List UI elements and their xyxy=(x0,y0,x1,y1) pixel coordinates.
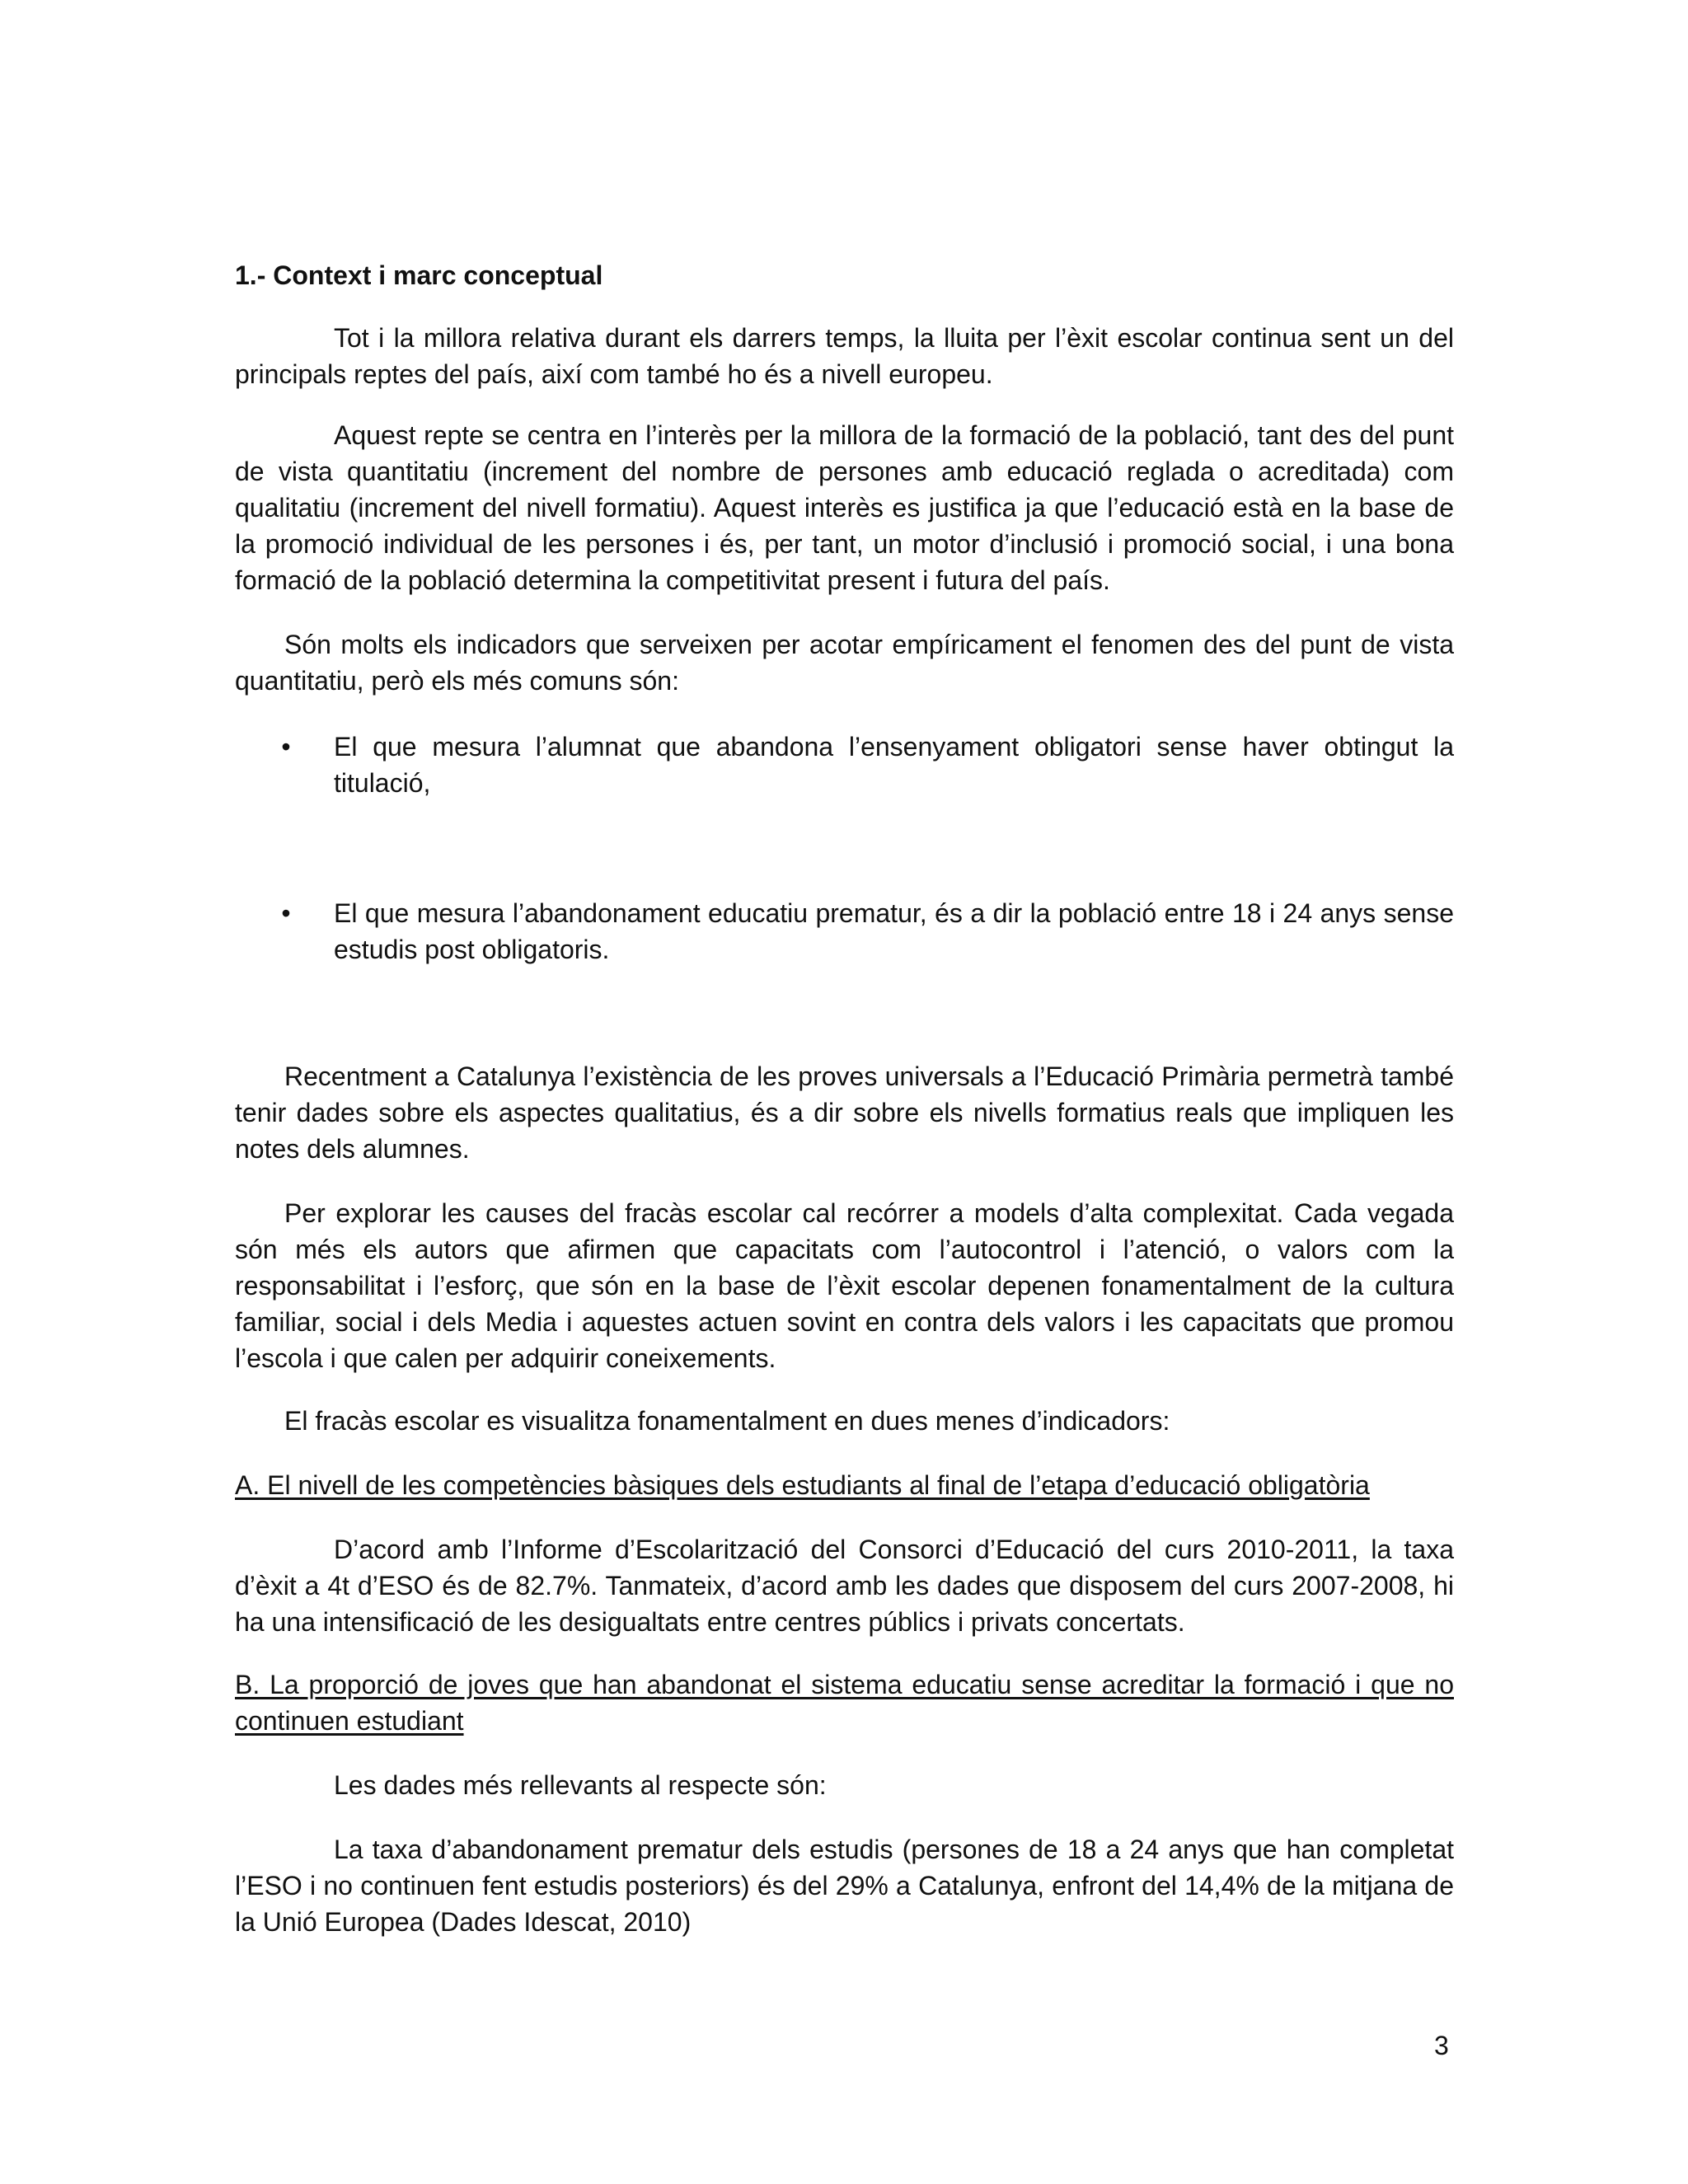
paragraph-challenge: Aquest repte se centra en l’interès per la millora de la formació de la població, tant des del punt de vista quantitatiu (increment del nombre de persones amb educació reglada o acreditada) com qualitatiu (increment del nivell formatiu). Aquest interès es justifica ja que l’educació està en la base de la promoció individual de les persones i és, per tant, un motor d’inclusió i promoció social, i una bona formació de la població determina la competitivitat present i futura del país. xyxy=(235,420,1454,595)
bullet-icon: • xyxy=(281,732,291,762)
paragraph-intro: Tot i la millora relativa durant els darrers temps, la lluita per l’èxit escolar continua sent un del principals reptes del país, així com també ho és a nivell europeu. xyxy=(235,323,1454,389)
paragraph-causes: Per explorar les causes del fracàs escolar cal recórrer a models d’alta complexitat. Cada vegada són més els autors que afirmen que capacitats com l’autocontrol i l’atenció, o valors com la responsabilitat i l’esforç, que són en la base de l’èxit escolar depenen fonamentalment de la cultura familiar, social i dels Media i aquestes actuen sovint en contra dels valors i les capacitats que promou l’escola i que calen per adquirir coneixements. xyxy=(235,1198,1454,1373)
list-item-text: El que mesura l’alumnat que abandona l’ensenyament obligatori sense haver obtingut la titulació, xyxy=(334,732,1454,798)
paragraph-failure-indicators: El fracàs escolar es visualitza fonamentalment en dues menes d’indicadors: xyxy=(284,1406,1170,1436)
paragraph-dropout-rate: La taxa d’abandonament prematur dels estudis (persones de 18 a 24 anys que han completat l’ESO i no continuen fent estudis posteriors) és del 29% a Catalunya, enfront del 14,4% de la mitjana de la Unió Europea (Dades Idescat, 2010) xyxy=(235,1835,1454,1937)
paragraph-universal-tests: Recentment a Catalunya l’existència de les proves universals a l’Educació Primària permetrà també tenir dades sobre els aspectes qualitatius, és a dir sobre els nivells formatius reals que impliquen les notes dels alumnes. xyxy=(235,1062,1454,1164)
list-item-text: El que mesura l’abandonament educatiu prematur, és a dir la població entre 18 i 24 anys sense estudis post obligatoris. xyxy=(334,898,1454,964)
section-title: 1.- Context i marc conceptual xyxy=(235,260,603,290)
bullet-icon: • xyxy=(281,898,291,928)
paragraph-indicators: Són molts els indicadors que serveixen per acotar empíricament el fenomen des del punt de vista quantitatiu, però els més comuns són: xyxy=(235,630,1454,696)
page-number: 3 xyxy=(1434,2031,1449,2060)
paragraph-relevant-data: Les dades més rellevants al respecte són: xyxy=(334,1770,827,1800)
paragraph-success-rate: D’acord amb l’Informe d’Escolarització del Consorci d’Educació del curs 2010-2011, la taxa d’èxit a 4t d’ESO és de 82.7%. Tanmateix, d’acord amb les dades que disposem del curs 2007-2008, hi ha una intensificació de les desigualtats entre centres públics i privats concertats. xyxy=(235,1535,1454,1637)
subheading-b: B. La proporció de joves que han abandonat el sistema educatiu sense acreditar la formació i que no continuen estudiant xyxy=(235,1670,1454,1736)
subheading-a: A. El nivell de les competències bàsiques dels estudiants al final de l’etapa d’educació obligatòria xyxy=(235,1470,1370,1500)
document-page xyxy=(235,0,1454,2184)
